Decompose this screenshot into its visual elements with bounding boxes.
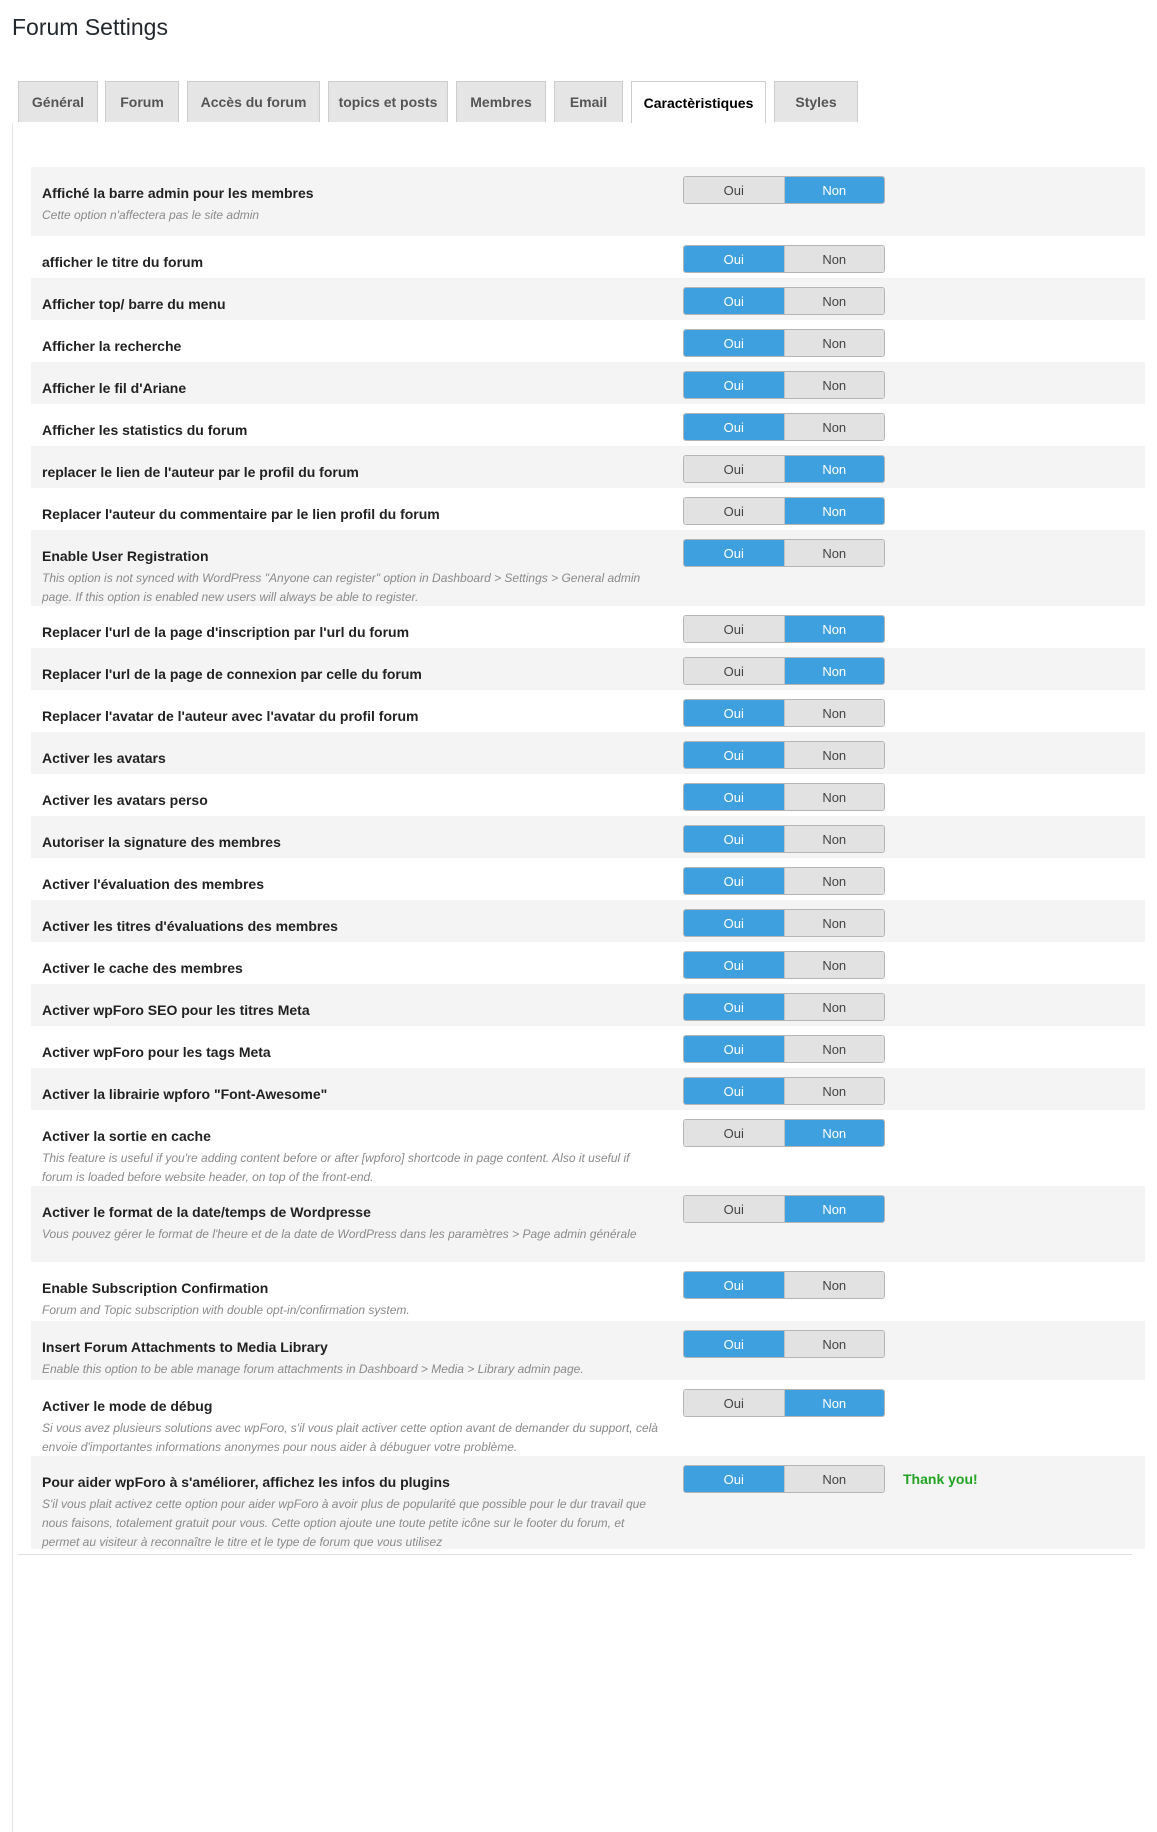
toggle-no-option[interactable]: Non bbox=[785, 540, 885, 566]
toggle-yes-option[interactable]: Oui bbox=[684, 330, 785, 356]
yes-no-toggle bbox=[683, 1035, 885, 1063]
yes-no-toggle bbox=[683, 413, 885, 441]
toggle-no-option[interactable]: Non bbox=[785, 1466, 885, 1492]
setting-label bbox=[42, 665, 662, 683]
yes-no-toggle bbox=[683, 783, 885, 811]
setting-label bbox=[42, 1085, 662, 1103]
setting-row bbox=[31, 278, 1145, 320]
setting-row bbox=[31, 1380, 1145, 1456]
setting-row bbox=[31, 1321, 1145, 1380]
toggle-no-option[interactable]: Non bbox=[785, 498, 885, 524]
toggle-yes-option[interactable]: Oui bbox=[684, 700, 785, 726]
yes-no-toggle bbox=[683, 993, 885, 1021]
toggle-no-option[interactable]: Non bbox=[785, 1196, 885, 1222]
toggle-yes-option[interactable]: Oui bbox=[684, 498, 785, 524]
toggle-yes-option[interactable]: Oui bbox=[684, 994, 785, 1020]
yes-no-toggle bbox=[683, 245, 885, 273]
setting-title: Activer le format de la date/temps de Wordpresse bbox=[42, 1204, 371, 1220]
yes-no-toggle bbox=[683, 909, 885, 937]
setting-row bbox=[31, 942, 1145, 984]
setting-label bbox=[42, 463, 662, 481]
toggle-yes-option[interactable]: Oui bbox=[684, 540, 785, 566]
tab-topics-posts[interactable]: topics et posts bbox=[328, 81, 448, 122]
toggle-yes-option[interactable]: Oui bbox=[684, 826, 785, 852]
setting-row bbox=[31, 236, 1145, 278]
toggle-yes-option[interactable]: Oui bbox=[684, 616, 785, 642]
setting-title: Activer l'évaluation des membres bbox=[42, 876, 264, 892]
setting-title: Activer la sortie en cache bbox=[42, 1128, 211, 1144]
settings-panel bbox=[12, 123, 1146, 1832]
yes-no-toggle bbox=[683, 951, 885, 979]
toggle-no-option[interactable]: Non bbox=[785, 826, 885, 852]
toggle-no-option[interactable]: Non bbox=[785, 177, 885, 203]
setting-row bbox=[31, 1068, 1145, 1110]
setting-label bbox=[42, 749, 662, 767]
yes-no-toggle bbox=[683, 699, 885, 727]
toggle-yes-option[interactable]: Oui bbox=[684, 372, 785, 398]
toggle-no-option[interactable]: Non bbox=[785, 658, 885, 684]
setting-label bbox=[42, 1043, 662, 1061]
toggle-yes-option[interactable]: Oui bbox=[684, 414, 785, 440]
toggle-no-option[interactable]: Non bbox=[785, 952, 885, 978]
setting-label bbox=[42, 707, 662, 725]
setting-row bbox=[31, 167, 1145, 236]
toggle-no-option[interactable]: Non bbox=[785, 784, 885, 810]
setting-title: Replacer l'avatar de l'auteur avec l'avatar du profil forum bbox=[42, 708, 419, 724]
setting-title: Activer les avatars perso bbox=[42, 792, 208, 808]
setting-row bbox=[31, 606, 1145, 648]
setting-label bbox=[42, 421, 662, 439]
yes-no-toggle bbox=[683, 1195, 885, 1223]
setting-label bbox=[42, 1203, 662, 1244]
yes-no-toggle bbox=[683, 287, 885, 315]
setting-title: Activer wpForo pour les tags Meta bbox=[42, 1044, 271, 1060]
setting-description: Cette option n'affectera pas le site admin bbox=[42, 208, 260, 222]
yes-no-toggle bbox=[683, 329, 885, 357]
setting-description: This option is not synced with WordPress "Anyone can register" option in Dashboard > Settings > General admin page. If this option is enabled new users will always be able to register. bbox=[42, 571, 641, 604]
tab-features[interactable]: Caractèristiques bbox=[631, 81, 766, 124]
setting-label bbox=[42, 1338, 662, 1379]
setting-label bbox=[42, 791, 662, 809]
setting-title: replacer le lien de l'auteur par le profil du forum bbox=[42, 464, 359, 480]
divider bbox=[18, 1554, 1132, 1555]
yes-no-toggle bbox=[683, 741, 885, 769]
yes-no-toggle bbox=[683, 615, 885, 643]
yes-no-toggle bbox=[683, 825, 885, 853]
yes-no-toggle bbox=[683, 1271, 885, 1299]
setting-label bbox=[42, 833, 662, 851]
setting-description: Si vous avez plusieurs solutions avec wpForo, s'il vous plait activer cette option avant de demander du support, celà envoie d'importantes informations anonymes pour nous aider à débuguer votre problème. bbox=[42, 1421, 658, 1454]
setting-description: This feature is useful if you're adding content before or after [wpforo] shortcode in page content. Also it useful if forum is loaded before website header, on top of the front-end. bbox=[42, 1151, 630, 1184]
setting-description: Vous pouvez gérer le format de l'heure et de la date de WordPress dans les paramètres > Page admin générale bbox=[42, 1227, 637, 1241]
toggle-yes-option[interactable]: Oui bbox=[684, 246, 785, 272]
setting-row bbox=[31, 530, 1145, 606]
setting-title: Activer le mode de débug bbox=[42, 1398, 213, 1414]
yes-no-toggle bbox=[683, 539, 885, 567]
setting-title: afficher le titre du forum bbox=[42, 254, 204, 270]
toggle-no-option[interactable]: Non bbox=[785, 1272, 885, 1298]
setting-label bbox=[42, 184, 662, 225]
setting-row bbox=[31, 1026, 1145, 1068]
setting-label bbox=[42, 1001, 662, 1019]
toggle-yes-option[interactable]: Oui bbox=[684, 1272, 785, 1298]
setting-title: Activer wpForo SEO pour les titres Meta bbox=[42, 1002, 310, 1018]
setting-title: Pour aider wpForo à s'améliorer, affichez les infos du plugins bbox=[42, 1474, 450, 1490]
setting-row bbox=[31, 1262, 1145, 1321]
toggle-yes-option[interactable]: Oui bbox=[684, 456, 785, 482]
setting-row bbox=[31, 690, 1145, 732]
tab-email[interactable]: Email bbox=[554, 81, 623, 122]
yes-no-toggle bbox=[683, 455, 885, 483]
toggle-no-option[interactable]: Non bbox=[785, 1331, 885, 1357]
toggle-no-option[interactable]: Non bbox=[785, 456, 885, 482]
setting-title: Replacer l'url de la page de connexion par celle du forum bbox=[42, 666, 422, 682]
tab-forum-access[interactable]: Accès du forum bbox=[187, 81, 320, 122]
setting-row bbox=[31, 774, 1145, 816]
tab-members[interactable]: Membres bbox=[456, 81, 546, 122]
setting-row bbox=[31, 404, 1145, 446]
setting-title: Autoriser la signature des membres bbox=[42, 834, 281, 850]
toggle-yes-option[interactable]: Oui bbox=[684, 1466, 785, 1492]
setting-label bbox=[42, 1279, 662, 1320]
setting-label bbox=[42, 1397, 662, 1457]
tab-styles[interactable]: Styles bbox=[774, 81, 858, 122]
toggle-no-option[interactable]: Non bbox=[785, 246, 885, 272]
yes-no-toggle bbox=[683, 176, 885, 204]
setting-row bbox=[31, 446, 1145, 488]
setting-label bbox=[42, 917, 662, 935]
setting-title: Activer le cache des membres bbox=[42, 960, 243, 976]
toggle-no-option[interactable]: Non bbox=[785, 868, 885, 894]
setting-title: Activer la librairie wpforo "Font-Awesome" bbox=[42, 1086, 328, 1102]
toggle-no-option[interactable]: Non bbox=[785, 700, 885, 726]
setting-row bbox=[31, 858, 1145, 900]
toggle-yes-option[interactable]: Oui bbox=[684, 1331, 785, 1357]
toggle-yes-option[interactable]: Oui bbox=[684, 177, 785, 203]
toggle-no-option[interactable]: Non bbox=[785, 414, 885, 440]
setting-label bbox=[42, 253, 662, 271]
setting-row bbox=[31, 488, 1145, 530]
toggle-yes-option[interactable]: Oui bbox=[684, 784, 785, 810]
setting-row bbox=[31, 984, 1145, 1026]
toggle-yes-option[interactable]: Oui bbox=[684, 1390, 785, 1416]
toggle-yes-option[interactable]: Oui bbox=[684, 1196, 785, 1222]
toggle-no-option[interactable]: Non bbox=[785, 288, 885, 314]
setting-row bbox=[31, 1186, 1145, 1262]
toggle-no-option[interactable]: Non bbox=[785, 1390, 885, 1416]
setting-description: S'il vous plait activez cette option pour aider wpForo à avoir plus de popularité que possible pour le dur travail que nous faisons, totalement gratuit pour vous. Cette option ajoute une toute petite icône sur le footer du forum, et permet au visiteur à reconnaître le titre et le type de forum que vous utilisez bbox=[42, 1497, 646, 1549]
tab-forum[interactable]: Forum bbox=[105, 81, 179, 122]
setting-description: Forum and Topic subscription with double opt-in/confirmation system. bbox=[42, 1303, 410, 1317]
setting-row bbox=[31, 648, 1145, 690]
yes-no-toggle bbox=[683, 1077, 885, 1105]
setting-label bbox=[42, 505, 662, 523]
toggle-no-option[interactable]: Non bbox=[785, 742, 885, 768]
setting-row bbox=[31, 816, 1145, 858]
setting-title: Insert Forum Attachments to Media Library bbox=[42, 1339, 328, 1355]
setting-title: Afficher la recherche bbox=[42, 338, 182, 354]
setting-title: Activer les avatars bbox=[42, 750, 166, 766]
yes-no-toggle bbox=[683, 1465, 885, 1493]
toggle-no-option[interactable]: Non bbox=[785, 994, 885, 1020]
setting-title: Affiché la barre admin pour les membres bbox=[42, 185, 314, 201]
toggle-no-option[interactable]: Non bbox=[785, 1078, 885, 1104]
toggle-yes-option[interactable]: Oui bbox=[684, 1120, 785, 1146]
setting-row bbox=[31, 362, 1145, 404]
setting-label bbox=[42, 623, 662, 641]
yes-no-toggle bbox=[683, 497, 885, 525]
yes-no-toggle bbox=[683, 1389, 885, 1417]
toggle-no-option[interactable]: Non bbox=[785, 616, 885, 642]
setting-label bbox=[42, 875, 662, 893]
setting-title: Afficher top/ barre du menu bbox=[42, 296, 226, 312]
setting-row bbox=[31, 320, 1145, 362]
tab-general[interactable]: Général bbox=[18, 81, 98, 122]
toggle-yes-option[interactable]: Oui bbox=[684, 742, 785, 768]
setting-row bbox=[31, 732, 1145, 774]
toggle-yes-option[interactable]: Oui bbox=[684, 658, 785, 684]
setting-label bbox=[42, 379, 662, 397]
page-title: Forum Settings bbox=[12, 14, 168, 40]
toggle-yes-option[interactable]: Oui bbox=[684, 288, 785, 314]
yes-no-toggle bbox=[683, 867, 885, 895]
setting-title: Enable Subscription Confirmation bbox=[42, 1280, 269, 1296]
yes-no-toggle bbox=[683, 657, 885, 685]
thank-you-note: Thank you! bbox=[903, 1471, 978, 1487]
toggle-yes-option[interactable]: Oui bbox=[684, 952, 785, 978]
setting-row bbox=[31, 1110, 1145, 1186]
setting-label bbox=[42, 337, 662, 355]
setting-row bbox=[31, 1456, 1145, 1549]
setting-label bbox=[42, 295, 662, 313]
setting-title: Afficher le fil d'Ariane bbox=[42, 380, 187, 396]
yes-no-toggle bbox=[683, 1119, 885, 1147]
settings-tabs bbox=[12, 81, 1145, 124]
yes-no-toggle bbox=[683, 371, 885, 399]
toggle-yes-option[interactable]: Oui bbox=[684, 1078, 785, 1104]
setting-title: Replacer l'url de la page d'inscription par l'url du forum bbox=[42, 624, 410, 640]
setting-title: Afficher les statistics du forum bbox=[42, 422, 248, 438]
setting-label bbox=[42, 547, 662, 607]
setting-title: Enable User Registration bbox=[42, 548, 209, 564]
toggle-no-option[interactable]: Non bbox=[785, 330, 885, 356]
setting-row bbox=[31, 900, 1145, 942]
setting-label bbox=[42, 1473, 662, 1552]
setting-label bbox=[42, 959, 662, 977]
setting-label bbox=[42, 1127, 662, 1187]
toggle-no-option[interactable]: Non bbox=[785, 910, 885, 936]
toggle-yes-option[interactable]: Oui bbox=[684, 1036, 785, 1062]
toggle-no-option[interactable]: Non bbox=[785, 372, 885, 398]
setting-description: Enable this option to be able manage forum attachments in Dashboard > Media > Library admin page. bbox=[42, 1362, 584, 1376]
setting-title: Activer les titres d'évaluations des membres bbox=[42, 918, 338, 934]
setting-title: Replacer l'auteur du commentaire par le lien profil du forum bbox=[42, 506, 440, 522]
toggle-no-option[interactable]: Non bbox=[785, 1120, 885, 1146]
toggle-yes-option[interactable]: Oui bbox=[684, 910, 785, 936]
settings-table bbox=[31, 167, 1145, 1549]
yes-no-toggle bbox=[683, 1330, 885, 1358]
toggle-no-option[interactable]: Non bbox=[785, 1036, 885, 1062]
toggle-yes-option[interactable]: Oui bbox=[684, 868, 785, 894]
